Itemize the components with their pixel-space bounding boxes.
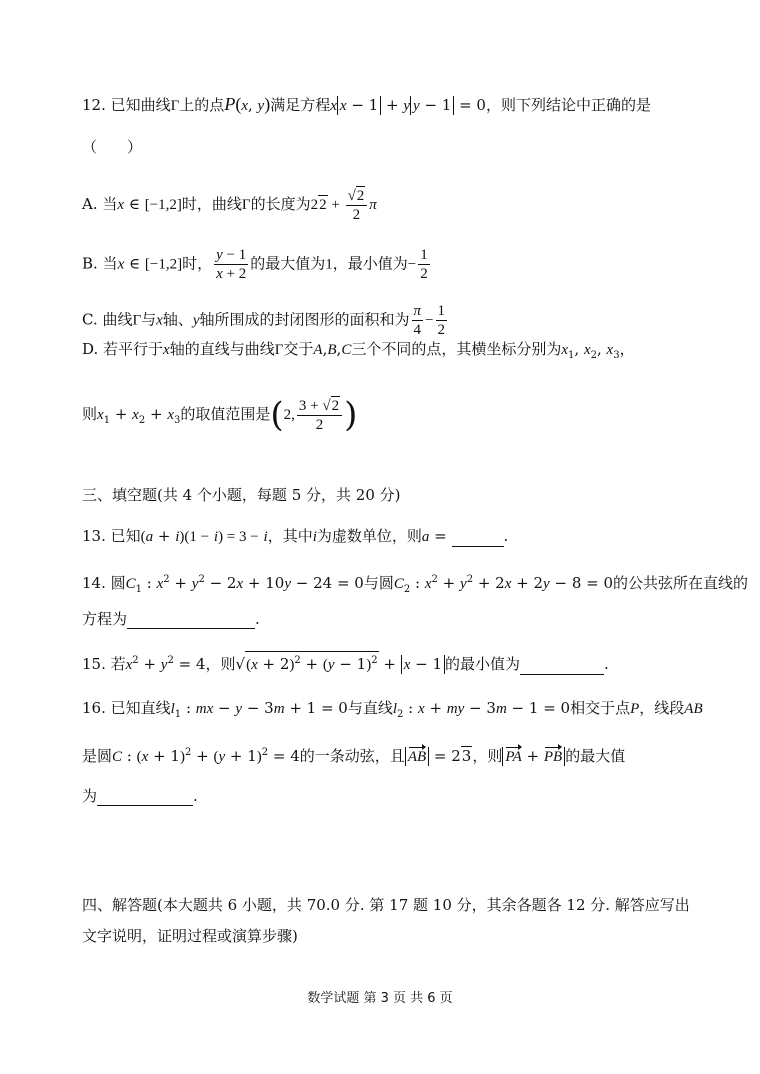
q16: 16. 已知直线$l_1$ : mx − y − 3m + 1 = 0与直线$l_2$ : x + my − 3m − 1 = 0相交于点P，线段AB (82, 699, 703, 720)
page-footer: 数学试题 第 3 页 共 6 页 (307, 991, 453, 1006)
q12-option-c: C. 曲线Γ与x轴、y轴所围成的封闭图形的面积和为 $\frac{\pi}{4}$ − $\frac{1}{2}$ (82, 303, 446, 338)
q14-line2: 方程为 . (82, 610, 260, 628)
q12-option-b: B. 当x ∈ [−1,2]时， $\frac{y - 1}{x + 2}$ 的最大值为1，最小值为− $\frac{1}{2}$ (82, 247, 428, 282)
q12-option-a: A. 当x ∈ [−1,2]时，曲线Γ的长度为22 + $\frac{√2}{2}$ π (82, 188, 377, 223)
q14: 14. 圆$C_1$ : $x^2 + y^2 - 2x + 10y - 24 = 0$与圆$C_2$ : $x^2 + y^2 + 2x + 2y - 8 = 0$的公共弦所在直线的 (82, 574, 749, 595)
q13: 13. 已知(a + i)(1 − i) = 3 − i，其中i为虚数单位，则a = . (82, 527, 509, 545)
q13-answer-blank[interactable] (452, 530, 504, 547)
q16-line2: 是圆C : $(x + 1)^2 + (y + 1)^2 = 4$的一条动弦，且 AB = 23，则 PA + PB 的最大值 (82, 747, 626, 765)
section4-line2: 文字说明，证明过程或演算步骤) (82, 927, 298, 945)
q15-answer-blank[interactable] (520, 658, 604, 675)
q12-option-d-range: 则$x_1 + x_2 + x_3$的取值范围是(2, $\frac{3 + √2}{2}$ ) (82, 395, 358, 435)
q15: 15. 若$x^2 + y^2 = 4$，则$√(x + 2)^2 + (y - 1)^2 + x - 1$ 的最小值为 . (82, 651, 609, 675)
q12-paren: （ ） (82, 138, 143, 156)
q16-answer-blank[interactable] (97, 789, 193, 806)
q14-answer-blank[interactable] (127, 612, 255, 629)
section3-title: 三、填空题(共 4 个小题，每题 5 分，共 20 分) (82, 486, 401, 504)
q12-option-d: D. 若平行于x轴的直线与曲线Γ交于A,B,C三个不同的点，其横坐标分别为$x_1$, $x_2$, $x_3$， (82, 340, 635, 361)
q16-line3: 为 . (82, 787, 198, 805)
section4-line1: 四、解答题(本大题共 6 小题，共 70.0 分. 第 17 题 10 分，其余各题各 12 分. 解答应写出 (82, 896, 690, 914)
q12-stem: 12. 已知曲线Γ上的点P(x, y)满足方程x x − 1 + y y − 1 = 0，则下列结论中正确的是 (82, 94, 651, 114)
